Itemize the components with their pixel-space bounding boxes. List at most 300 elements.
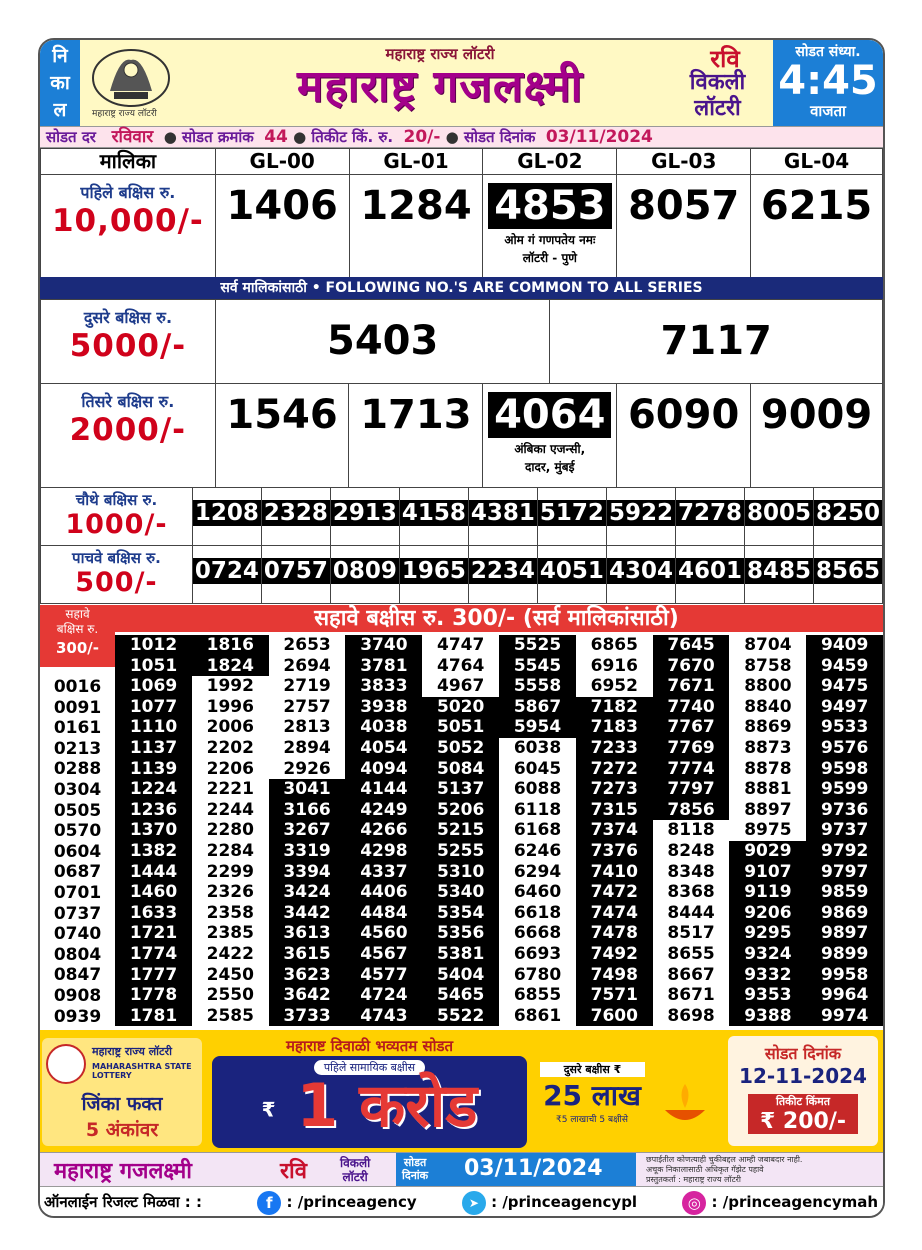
sixth-prize-number: 3394: [269, 862, 346, 883]
sixth-prize-number: 8881: [729, 779, 806, 800]
sixth-prize-number: 6865: [576, 635, 653, 656]
sixth-prize-number: 1110: [115, 717, 192, 738]
sixth-prize-number: 0213: [40, 739, 115, 760]
sixth-prize-number: 7797: [653, 779, 730, 800]
sixth-prize-number: 3740: [345, 635, 422, 656]
sixth-prize-number: 1137: [115, 738, 192, 759]
sixth-column-4: [345, 635, 422, 1026]
sixth-prize-number: 9119: [729, 882, 806, 903]
price-value: ₹ 200/-: [748, 1109, 858, 1134]
sixth-prize-number: 5545: [499, 656, 576, 677]
third-num: 9009: [760, 392, 873, 438]
sixth-prize-number: 1996: [192, 697, 269, 718]
sixth-prize-number: 7182: [576, 697, 653, 718]
sixth-prize-number: 6246: [499, 841, 576, 862]
sixth-prize-number: 7183: [576, 717, 653, 738]
sixth-prize-number: 1824: [192, 656, 269, 677]
sixth-prize-number: 1781: [115, 1006, 192, 1027]
diwali-date-label: सोडत दिनांक: [764, 1044, 842, 1063]
sixth-prize-number: 5340: [422, 882, 499, 903]
sixth-column-3: [269, 635, 346, 1026]
nikal-3: ल: [53, 99, 67, 121]
sixth-prize-number: 7492: [576, 944, 653, 965]
sixth-prize-number: 1139: [115, 759, 192, 780]
sixth-prize-number: 8869: [729, 717, 806, 738]
bottom-date: 03/11/2024: [464, 1156, 603, 1181]
sixth-prize-number: 7376: [576, 841, 653, 862]
third-prize-label: [41, 384, 216, 488]
disclaimer-2: अचूक निकालासाठी अधिकृत गॅझेट पहावे: [646, 1165, 764, 1174]
sixth-prize-number: 8667: [653, 965, 730, 986]
facebook-icon[interactable]: f: [257, 1191, 281, 1215]
sixth-prize-number: 2326: [192, 882, 269, 903]
state-lottery-promo: [42, 1038, 202, 1146]
diwali-heading: महाराष्ट दिवाळी भव्यतम सोडत: [285, 1037, 454, 1055]
bottom-vikli-2: लॉटरी: [342, 1170, 368, 1184]
first-label-text: पहिले बक्षिस रु.: [80, 183, 176, 202]
sixth-prize-number: 2926: [269, 759, 346, 780]
sixth-prize-number: 9599: [806, 779, 883, 800]
sixth-prize-number: 8444: [653, 903, 730, 924]
sixth-prize-number: 2244: [192, 800, 269, 821]
sixth-prize-number: 5255: [422, 841, 499, 862]
fifth-label-text: पाचवे बक्षिस रु.: [72, 549, 161, 567]
facebook-link[interactable]: : /princeagency: [286, 1193, 417, 1211]
disclaimer-3: प्रस्तुतकर्ता : महाराष्ट्र राज्य लॉटरी: [646, 1175, 741, 1184]
lakh-sub: ₹5 लाखाची 5 बक्षीसे: [556, 1115, 628, 1125]
third-num: 1546: [226, 392, 338, 438]
sixth-prize-number: 4249: [345, 800, 422, 821]
sixth-prize-number: 4144: [345, 779, 422, 800]
fourth-amount: 1000/-: [65, 509, 168, 540]
sixth-prize-number: 5051: [422, 717, 499, 738]
rajya-lottery: महाराष्ट्र राज्य लॉटरी: [385, 45, 495, 63]
sixth-prize-number: 1382: [115, 841, 192, 862]
fourth-prize-number: 8250: [815, 500, 880, 526]
fifth-prize-label: [41, 546, 193, 604]
sixth-prize-number: 9295: [729, 923, 806, 944]
sixth-prize-number: 7472: [576, 882, 653, 903]
sixth-prize-number: 0161: [40, 718, 115, 739]
draw-time: 4:45: [778, 58, 878, 104]
sixth-label-1: सहावे: [65, 607, 90, 621]
sixth-prize-number: 5867: [499, 697, 576, 718]
bottom-date-box: [396, 1153, 636, 1186]
sixth-prize-number: 0740: [40, 924, 115, 945]
sixth-prize-number: 3613: [269, 923, 346, 944]
sixth-prize-number: 0091: [40, 698, 115, 719]
sixth-prize-number: 6618: [499, 903, 576, 924]
sixth-prize-number: 9107: [729, 862, 806, 883]
sixth-prize-number: 8248: [653, 841, 730, 862]
fifth-prize-number: 2234: [470, 558, 535, 584]
sixth-prize-number: 3733: [269, 1006, 346, 1027]
fifth-prize-number: 4051: [539, 558, 604, 584]
agent-line: लॉटरी - पुणे: [522, 251, 577, 265]
sixth-prize-number: 9736: [806, 800, 883, 821]
sixth-prize-number: 9576: [806, 738, 883, 759]
second-num: 5403: [326, 318, 439, 364]
sixth-prize-number: 8655: [653, 944, 730, 965]
sixth-prize-number: 4967: [422, 676, 499, 697]
sixth-prize-number: 3267: [269, 820, 346, 841]
sixth-prize-number: 9737: [806, 820, 883, 841]
bottom-sodat: [402, 1156, 428, 1182]
sixth-prize-number: 5522: [422, 1006, 499, 1027]
agent-line: दादर, मुंबई: [525, 460, 575, 474]
sixth-prize-number: 6460: [499, 882, 576, 903]
fourth-prize-number: 5922: [608, 500, 673, 526]
crore-prize: [212, 1056, 527, 1148]
first-num: 1406: [226, 183, 338, 229]
sixth-prize-number: 7233: [576, 738, 653, 759]
sixth-prize-number: 3623: [269, 965, 346, 986]
crore-text: 1 करोड: [296, 1071, 478, 1141]
sixth-prize-label: [40, 605, 115, 667]
sixth-prize-number: 2653: [269, 635, 346, 656]
sixth-prize-number: 2894: [269, 738, 346, 759]
sixth-prize-number: 5465: [422, 985, 499, 1006]
sixth-prize-number: 4406: [345, 882, 422, 903]
sixth-prize-number: 8671: [653, 985, 730, 1006]
sixth-prize-number: 2385: [192, 923, 269, 944]
sixth-prize-number: 8897: [729, 800, 806, 821]
jinka-text-2: 5 अंकांवर: [85, 1119, 159, 1141]
instagram-icon[interactable]: ◎: [682, 1191, 706, 1215]
sixth-heading-text: सहावे बक्षीस रु. 300/- (सर्व मालिकांसाठी): [314, 606, 679, 631]
sixth-prize-number: 1051: [115, 656, 192, 677]
sixth-prize-number: 5020: [422, 697, 499, 718]
sixth-prize-number: 1444: [115, 862, 192, 883]
sixth-prize-number: 5558: [499, 676, 576, 697]
sixth-prize-number: 3938: [345, 697, 422, 718]
sixth-prize-number: 2206: [192, 759, 269, 780]
time-suffix: वाजता: [810, 102, 846, 120]
sixth-prize-number: 6693: [499, 944, 576, 965]
common-series-banner: सर्व मालिकांसाठी • FOLLOWING NO.'S ARE COMMON TO ALL SERIES: [40, 277, 883, 299]
sixth-prize-number: 1774: [115, 944, 192, 965]
sixth-prize-number: 3424: [269, 882, 346, 903]
second-label-text: दुसरे बक्षिस रु.: [83, 308, 173, 327]
sixth-prize-number: 1077: [115, 697, 192, 718]
day-ravi: रवि: [710, 45, 740, 73]
sixth-prize-number: 3442: [269, 903, 346, 924]
sixth-prize-number: 2221: [192, 779, 269, 800]
nikal-2: का: [50, 72, 70, 94]
sixth-prize-number: 5310: [422, 862, 499, 883]
sixth-prize-number: 9475: [806, 676, 883, 697]
sixth-prize-number: 2280: [192, 820, 269, 841]
sixth-prize-number: 3781: [345, 656, 422, 677]
sixth-column-2: [192, 635, 269, 1026]
third-num: 1713: [360, 392, 472, 438]
fourth-fifth-table: [40, 487, 883, 604]
dar-label: सोडत दर: [46, 128, 96, 146]
sixth-prize-number: 4484: [345, 903, 422, 924]
sixth-prize-number: 1992: [192, 676, 269, 697]
sixth-prize-number: 4724: [345, 985, 422, 1006]
kram-value: 44: [264, 127, 288, 147]
sixth-prize-number: 9899: [806, 944, 883, 965]
second-amount: 5000/-: [69, 328, 187, 364]
sixth-column-8: [653, 635, 730, 1026]
second-prize-label: [41, 300, 216, 384]
sixth-prize-number: 1633: [115, 903, 192, 924]
sixth-prize-number: 7410: [576, 862, 653, 883]
sixth-prize-number: 0288: [40, 759, 115, 780]
sixth-prize-number: 2450: [192, 965, 269, 986]
sixth-prize-number: 5206: [422, 800, 499, 821]
sixth-prize-number: 3319: [269, 841, 346, 862]
fifth-prize-number: 4601: [677, 558, 742, 584]
sixth-prize-number: 9497: [806, 697, 883, 718]
logo-caption: महाराष्ट्र राज्य लॉटरी: [92, 109, 157, 119]
fourth-label-text: चौथे बक्षिस रु.: [75, 491, 158, 509]
sixth-prize-number: 8368: [653, 882, 730, 903]
sixth-column-9: [729, 635, 806, 1026]
diwali-date: 12-11-2024: [739, 1064, 867, 1088]
first-prize-table: [40, 148, 883, 279]
sixth-prize-number: 7856: [653, 800, 730, 821]
sixth-prize-number: 2299: [192, 862, 269, 883]
sixth-prize-number: 3615: [269, 944, 346, 965]
sixth-prize-number: 9409: [806, 635, 883, 656]
sixth-prize-number: 2694: [269, 656, 346, 677]
sixth-prize-number: 8758: [729, 656, 806, 677]
sixth-prize-number: 5137: [422, 779, 499, 800]
bottom-vikli-1: विकली: [340, 1156, 371, 1170]
weekly-lottery: [660, 70, 775, 122]
sixth-prize-number: 0908: [40, 986, 115, 1007]
fifth-amount: 500/-: [75, 567, 158, 598]
sixth-prize-number: 1224: [115, 779, 192, 800]
fifth-prize-number: 1965: [401, 558, 466, 584]
fifth-prize-number: 0809: [332, 558, 397, 584]
sixth-prize-number: 8800: [729, 676, 806, 697]
fifth-prize-number: 0724: [194, 558, 259, 584]
nikal-badge: [40, 40, 80, 126]
first-num: 6215: [760, 183, 873, 229]
sixth-prize-number: 5356: [422, 923, 499, 944]
disclaimer-1: छपाईतील कोणत्याही चुकीबद्दल आम्ही जबाबदार नाही.: [646, 1155, 803, 1164]
promo-brand: महाराष्ट्र राज्य लॉटरी: [92, 1045, 172, 1058]
sixth-prize-number: 8698: [653, 1006, 730, 1027]
sixth-prize-number: 6168: [499, 820, 576, 841]
sixth-prize-number: 7767: [653, 717, 730, 738]
sixth-prize-number: 7774: [653, 759, 730, 780]
sixth-prize-number: 9206: [729, 903, 806, 924]
sixth-prize-number: 6118: [499, 800, 576, 821]
sixth-prize-number: 6780: [499, 965, 576, 986]
sixth-prize-number: 2422: [192, 944, 269, 965]
telegram-link[interactable]: : /princeagencypl: [491, 1193, 638, 1211]
sixth-prize-number: 6038: [499, 738, 576, 759]
sixth-prize-number: 4298: [345, 841, 422, 862]
first-amount: 10,000/-: [51, 203, 204, 239]
sixth-amount: 300/-: [55, 639, 99, 657]
sixth-prize-number: 9897: [806, 923, 883, 944]
sixth-prize-number: 1370: [115, 820, 192, 841]
sixth-prize-number: 2202: [192, 738, 269, 759]
sixth-prize-number: 1778: [115, 985, 192, 1006]
sixth-prize-number: 1721: [115, 923, 192, 944]
sixth-prize-number: 9792: [806, 841, 883, 862]
first-num: 1284: [360, 183, 472, 229]
sixth-prize-number: 5381: [422, 944, 499, 965]
sixth-prize-number: 7600: [576, 1006, 653, 1027]
sixth-prize-number: 1069: [115, 676, 192, 697]
main-title: महाराष्ट्र गजलक्ष्मी: [296, 61, 584, 112]
result-sheet: [38, 38, 885, 1218]
sixth-prize-number: 2757: [269, 697, 346, 718]
sixth-prize-number: 8840: [729, 697, 806, 718]
sixth-prize-number: 4054: [345, 738, 422, 759]
sixth-prize-number: 9388: [729, 1006, 806, 1027]
bottom-title: महाराष्ट्र गजलक्ष्मी: [54, 1159, 193, 1184]
sixth-prize-number: 6916: [576, 656, 653, 677]
sixth-prize-number: 9859: [806, 882, 883, 903]
agent-line: ओम गं गणपतेय नमः: [504, 233, 596, 247]
sixth-prize-number: 9324: [729, 944, 806, 965]
disclaimer: [646, 1155, 881, 1185]
sixth-prize-number: 3166: [269, 800, 346, 821]
series-gl04: GL-04: [751, 149, 883, 175]
second-num: 7117: [660, 318, 772, 364]
sixth-prize-number: 7374: [576, 820, 653, 841]
telegram-icon[interactable]: ➤: [462, 1191, 486, 1215]
instagram-link[interactable]: : /princeagencymah: [711, 1193, 879, 1211]
sixth-prize-number: 5354: [422, 903, 499, 924]
fourth-prize-number: 4158: [401, 500, 466, 526]
sixth-prize-number: 5525: [499, 635, 576, 656]
sixth-prize-number: 4560: [345, 923, 422, 944]
bottom-strip: [40, 1152, 883, 1186]
sixth-prize-number: 6952: [576, 676, 653, 697]
sixth-prize-number: 1816: [192, 635, 269, 656]
series-label: मालिका: [41, 149, 216, 175]
sixth-prize-number: 0939: [40, 1007, 115, 1028]
fourth-prize-number: 4381: [470, 500, 535, 526]
sixth-prize-number: 7273: [576, 779, 653, 800]
sixth-prize-number: 7671: [653, 676, 730, 697]
sixth-prize-number: 9958: [806, 965, 883, 986]
sixth-prize-number: 2585: [192, 1006, 269, 1027]
sixth-prize-number: 9869: [806, 903, 883, 924]
draw-info-strip: सोडत दर रविवार ● सोडत क्रमांक 44 ● तिकीट किं. रु. 20/- ● सोडत दिनांक 03/11/2024: [40, 126, 883, 148]
sixth-prize-number: 2006: [192, 717, 269, 738]
sixth-prize-number: 7474: [576, 903, 653, 924]
sixth-prize-number: 7272: [576, 759, 653, 780]
fifth-prize-number: 4304: [608, 558, 673, 584]
dinank-value: 03/11/2024: [545, 127, 653, 147]
vikli-1: विकली: [689, 70, 746, 95]
sixth-column-10: [806, 635, 883, 1026]
sixth-prize-number: 6668: [499, 923, 576, 944]
sixth-prize-number: 4747: [422, 635, 499, 656]
kimat-label: तिकीट किं. रु.: [311, 128, 394, 146]
series-gl01: GL-01: [349, 149, 483, 175]
sixth-prize-number: 0804: [40, 945, 115, 966]
first-num-highlight: 4853: [488, 183, 611, 229]
sixth-prize-number: 4266: [345, 820, 422, 841]
dar-value: रविवार: [111, 127, 154, 147]
agent-line: अंबिका एजन्सी,: [514, 442, 586, 456]
social-strip: [40, 1186, 883, 1218]
social-label: ऑनलाईन रिजल्ट मिळवा : :: [44, 1193, 203, 1211]
sixth-prize-number: 8704: [729, 635, 806, 656]
sixth-prize-number: 6861: [499, 1006, 576, 1027]
series-gl02: GL-02: [483, 149, 617, 175]
sixth-prize-number: 4094: [345, 759, 422, 780]
third-label-text: तिसरे बक्षिस रु.: [81, 392, 175, 411]
sixth-prize-number: 2284: [192, 841, 269, 862]
sixth-prize-number: 0737: [40, 904, 115, 925]
sixth-prize-number: 1012: [115, 635, 192, 656]
sixth-prize-number: 6855: [499, 985, 576, 1006]
sixth-prize-number: 6045: [499, 759, 576, 780]
sixth-prize-number: 8517: [653, 923, 730, 944]
lakh-text: 25 लाख: [543, 1079, 641, 1112]
jinka-text: जिंका फक्त: [81, 1093, 163, 1115]
sixth-prize-number: 1460: [115, 882, 192, 903]
sixth-prize-number: 9332: [729, 965, 806, 986]
sixth-prize-number: 8873: [729, 738, 806, 759]
sixth-prize-number: 0847: [40, 965, 115, 986]
sixth-prize-number: 8975: [729, 820, 806, 841]
first-prize-label: [41, 175, 216, 279]
series-gl00: GL-00: [215, 149, 349, 175]
sixth-prize-number: 7740: [653, 697, 730, 718]
fourth-prize-number: 5172: [539, 500, 604, 526]
sixth-prize-heading: [40, 605, 883, 632]
time-label: सोडत संध्या.: [795, 44, 861, 60]
bottom-sodat-1: सोडत: [403, 1156, 427, 1169]
sixth-prize-number: 5954: [499, 717, 576, 738]
vikli-2: लॉटरी: [694, 96, 741, 121]
dinank-label: सोडत दिनांक: [463, 128, 536, 146]
sixth-prize-number: 9797: [806, 862, 883, 883]
second-prize-table: [40, 299, 883, 384]
series-gl03: GL-03: [617, 149, 751, 175]
promo-brand-en: MAHARASHTRA STATE LOTTERY: [92, 1062, 192, 1080]
sixth-prize-number: 8348: [653, 862, 730, 883]
sixth-prize-number: 2550: [192, 985, 269, 1006]
sixth-prize-number: 3041: [269, 779, 346, 800]
state-seal-icon: [46, 1044, 86, 1084]
agent-mumbai: [483, 440, 616, 476]
kram-label: सोडत क्रमांक: [182, 128, 254, 146]
third-num: 6090: [627, 392, 740, 438]
draw-time-box: [773, 40, 883, 126]
diwali-date-box: [728, 1036, 878, 1146]
fourth-prize-number: 2328: [263, 500, 328, 526]
sixth-prize-number: 9974: [806, 1006, 883, 1027]
sixth-prize-number: 6294: [499, 862, 576, 883]
sixth-prize-number: 4567: [345, 944, 422, 965]
sixth-prize-number: 0016: [40, 677, 115, 698]
price-label: तिकीट किंमत: [748, 1094, 858, 1109]
sixth-prize-number: 5404: [422, 965, 499, 986]
sixth-prize-number: 0687: [40, 862, 115, 883]
sixth-prize-number: 4743: [345, 1006, 422, 1027]
fourth-prize-number: 1208: [194, 500, 259, 526]
fifth-prize-number: 8485: [746, 558, 811, 584]
fourth-prize-number: 8005: [746, 500, 811, 526]
sixth-prize-number: 7670: [653, 656, 730, 677]
sixth-prize-number: 1236: [115, 800, 192, 821]
sixth-prize-number: 5215: [422, 820, 499, 841]
sixth-prize-number: 7571: [576, 985, 653, 1006]
